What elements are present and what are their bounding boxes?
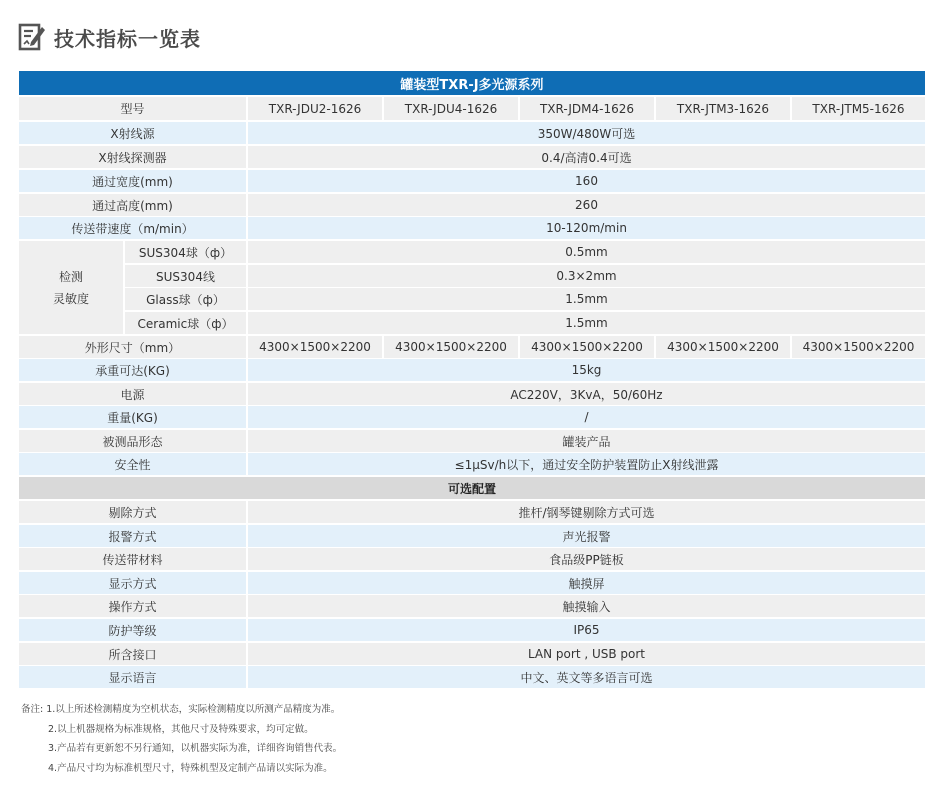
row-value: 260 [248,194,925,216]
optional-section-header: 可选配置 [19,477,925,499]
note-item: 2.以上机器规格为标准规格，其他尺寸及特殊要求，均可定做。 [48,723,314,735]
row-label: 报警方式 [19,525,246,547]
table-row [19,525,925,547]
table-row [19,170,925,192]
row-label: Glass球（ф） [125,288,246,310]
model-cell: TXR-JDM4-1626 [520,97,654,120]
table-row [19,383,925,405]
row-label: 外形尺寸（mm） [19,336,246,358]
sensitivity-group-label [19,241,123,334]
table-row [19,595,925,617]
row-label: 被测品形态 [19,430,246,452]
row-label: 防护等级 [19,619,246,641]
note-item: 3.产品若有更新恕不另行通知，以机器实际为准，详细咨询销售代表。 [48,743,343,754]
row-label: SUS304线 [125,265,246,287]
row-label: 通过宽度(mm) [19,170,246,192]
table-row [19,619,925,641]
group-label-line: 检测 [58,269,83,284]
sensitivity-row [125,312,925,334]
model-cell: TXR-JTM5-1626 [792,97,925,120]
row-value: 350W/480W可选 [248,122,925,144]
page-heading [18,21,201,53]
row-label: 显示语言 [19,666,246,688]
table-row [19,406,925,428]
row-value: AC220V，3KvA，50/60Hz [248,383,925,405]
row-value: 声光报警 [248,525,925,547]
table-row [19,194,925,216]
note-item: 4.产品尺寸均为标准机型尺寸，特殊机型及定制产品请以实际为准。 [48,762,333,774]
dimension-cell: 4300×1500×2200 [384,336,518,358]
row-value: 0.5mm [248,241,925,263]
row-value: 160 [248,170,925,192]
row-label: X射线源 [19,122,246,144]
row-label: 操作方式 [19,595,246,617]
row-value: 15kg [248,359,925,381]
row-value: 1.5mm [248,288,925,310]
row-value: 1.5mm [248,312,925,334]
table-row [19,548,925,570]
row-label: 承重可达(KG) [19,359,246,381]
table-title: 罐装型TXR-J多光源系列 [19,71,925,95]
row-label: 安全性 [19,453,246,475]
row-label: 传送带材料 [19,548,246,570]
table-row [19,359,925,381]
row-value: 0.4/高清0.4可选 [248,146,925,168]
dimension-cell: 4300×1500×2200 [656,336,790,358]
table-row [19,572,925,594]
sensitivity-row [125,265,925,287]
row-label: 剔除方式 [19,501,246,523]
row-label: 所含接口 [19,643,246,665]
table-row [19,430,925,452]
model-row [19,97,925,120]
page-title: 技术指标一览表 [54,26,201,51]
row-label: 显示方式 [19,572,246,594]
notes [21,700,342,778]
sensitivity-row [125,288,925,310]
row-label: SUS304球（ф） [125,241,246,263]
row-value: IP65 [248,619,925,641]
row-value: ≤1μSv/h以下，通过安全防护装置防止X射线泄露 [248,453,925,475]
notes-prefix: 备注: [21,704,44,715]
row-value: / [248,406,925,428]
note-item: 1.以上所述检测精度为空机状态，实际检测精度以所测产品精度为准。 [46,704,341,715]
row-label: 重量(KG) [19,406,246,428]
dimension-row [19,336,925,358]
dimension-cell: 4300×1500×2200 [520,336,654,358]
row-label: Ceramic球（ф） [125,312,246,334]
row-value: 罐装产品 [248,430,925,452]
row-label: 通过高度(mm) [19,194,246,216]
row-label: 型号 [19,97,246,120]
table-row [19,146,925,168]
row-value: LAN port , USB port [248,643,925,665]
row-value: 触摸屏 [248,572,925,594]
row-value: 食品级PP链板 [248,548,925,570]
sensitivity-row [125,241,925,263]
table-row [19,122,925,144]
model-cell: TXR-JTM3-1626 [656,97,790,120]
row-label: 传送带速度（m/min） [19,217,246,239]
table-row [19,501,925,523]
table-row [19,217,925,239]
table-row [19,666,925,688]
table-row [19,643,925,665]
row-value: 10-120m/min [248,217,925,239]
dimension-cell: 4300×1500×2200 [248,336,382,358]
group-label-line: 灵敏度 [52,291,89,306]
model-cell: TXR-JDU2-1626 [248,97,382,120]
row-value: 中文、英文等多语言可选 [248,666,925,688]
dimension-cell: 4300×1500×2200 [792,336,925,358]
table-row [19,453,925,475]
row-value: 触摸输入 [248,595,925,617]
model-cell: TXR-JDU4-1626 [384,97,518,120]
row-label: X射线探测器 [19,146,246,168]
row-value: 0.3×2mm [248,265,925,287]
row-value: 推杆/钢琴键剔除方式可选 [248,501,925,523]
row-label: 电源 [19,383,246,405]
edit-document-icon [18,22,46,52]
